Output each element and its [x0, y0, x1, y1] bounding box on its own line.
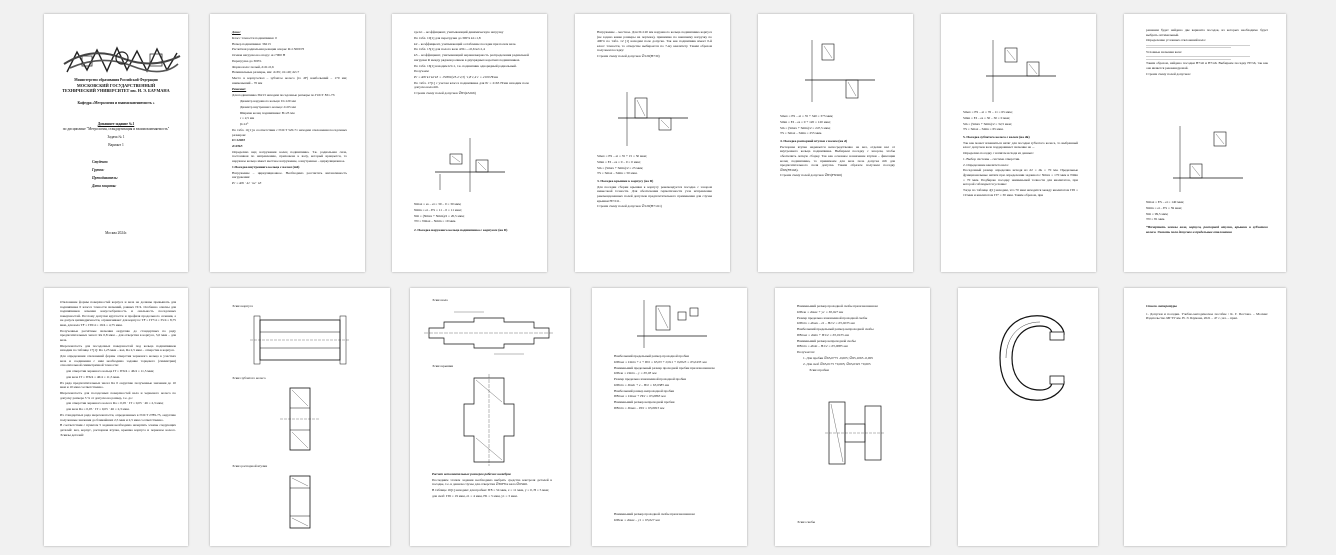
- given-line: Место в корпусе/вал – зубчатое колесо (то dF) наибольший – 170 мм; наименьший – 70 мм: [232, 76, 347, 85]
- given-line: Перегрузка до 300%: [232, 58, 262, 63]
- text-line: Так как может измениться натяг для посадки зубчатого колеса, то выбранный класс допусков вала поддерживает значение на ...: [963, 140, 1078, 150]
- variant-number: Вариант 1: [108, 143, 124, 147]
- text-line: Посадочный размер определяю исходя из d2 = dk = 70 мм. Предельные функциональные натяги при определении заданного: Nmax = 170 мкм и Nmin = 70 мкм. Подбираю посадку наименьшей точности для квалитетов, при которой соблюдается условие:: [963, 168, 1078, 187]
- plug-gauge-sketch: [825, 396, 885, 470]
- page-thumbnail-11[interactable]: [592, 288, 747, 546]
- solution-line: Определяю вид нагружения колец подшипника. Т.к. радиальная сила, постоянная по направлению, приложена к валу, который вращается, то наружное кольцо имеет местное нагружение, а внутреннее – циркуляционное.: [232, 149, 347, 164]
- text-line: Наименьший размер непроходной скобы: [797, 338, 856, 343]
- text-line: Определяю посадку с натягом исходя из данных:: [963, 151, 1034, 156]
- calc-line: Sm = (Smax + Smin)/2 = 25 мкм;: [597, 165, 644, 170]
- formula: НЕmax = dmin + H1/2 = 65,0135 мм: [797, 332, 849, 337]
- text-line: где k1 – коэффициент, учитывающий динамическую нагрузку: [414, 30, 504, 34]
- text-line: Для посадки сборки крышки к корпусу рекомендуется посадка с зазором невысокой точности. Для обеспечения герметичности узла исправление рекомендованных полей допусков предпочтительного применения для случая крышки H7/d11.: [597, 184, 712, 203]
- city-year: Москва 2024г.: [105, 231, 127, 235]
- section-heading: 4. Посадка распорной втулки с валом (на d): [780, 138, 848, 143]
- calc-line: Nm = 99,5 мкм;: [1146, 211, 1169, 216]
- calc-line: TN = 81 мкм.: [1146, 217, 1166, 222]
- text-line: для вала Ra = 0,05 · IT = 0,05 · 46 = 2,3 мкм.: [66, 407, 130, 412]
- text-line: Наименьший размер проходной скобы при изношенном: [797, 304, 878, 308]
- text-line: 1. Для пробки ∅65,0775 -0,005; ∅65,1065 -0,005: [803, 356, 873, 361]
- group-label: Группа:: [92, 168, 105, 172]
- housing-sketch: [250, 314, 350, 366]
- student-label: Студент:: [92, 160, 109, 164]
- solution-line: D=120h5: [232, 138, 246, 143]
- solution-line: Ширина колец подшипника: B=23 мм: [240, 110, 295, 115]
- text-line: 2. Для скоб ∅65,0175 +0,005; ∅65,0325 +0,005: [803, 361, 871, 366]
- page-thumbnail-4[interactable]: [575, 14, 730, 272]
- text-line: Наибольший предельный размер непроходной скобы: [797, 327, 874, 332]
- cover-sketch: [454, 374, 524, 466]
- tolerance-field-diagram: [800, 36, 880, 106]
- text-line: Получаем:: [414, 69, 430, 74]
- calc-line: Smin = EI – es = 30 – 30 = 0 мкм;: [963, 115, 1010, 120]
- sketch-label: Эскиз крышки: [432, 364, 454, 368]
- date-label: Дата защиты:: [92, 184, 117, 188]
- gear-sketch: [270, 384, 330, 454]
- text-line: 2. Определение квалитета вала:: [963, 162, 1009, 167]
- page-thumbnail-12[interactable]: [775, 288, 930, 546]
- text-line: Распорная втулка надевается непосредственно на вал, отделяя вал от внутреннего кольца подшипника. Выбираем посадку с зазором, чтобы обеспечить легкую сборку. Так как основное назначение втулки – фиксация колец подшипника, то принимаем для вала поле допуска m6 для предпочтительного поля допуска. Таким образом получаем посадку ∅65(F8/m6).: [780, 144, 895, 172]
- section-heading: Расчет исполнительных размеров рабочих калибров: [432, 472, 511, 476]
- tolerance-field-diagram: [981, 36, 1061, 106]
- calc-line: Smin = EI – es = 0 – 0 = 0 мкм;: [597, 159, 641, 164]
- given-line: Расчетная радиальная реакция опоры: R=15000 Н: [232, 47, 304, 52]
- note: *Начертить эскизы вала, корпуса, распорной втулки, крышки и зубчатого колеса. Указать поля допусков и предельные отклонения: [1146, 224, 1268, 234]
- calc-line: TS = Smax – Smin = 50 мкм.: [597, 171, 638, 176]
- page-thumbnail-14[interactable]: [1124, 288, 1286, 546]
- text-line: для отверстия черненого колеса Ra = 0,05 · IT = 0,05 · 46 = 2,3 мкм;: [66, 401, 164, 406]
- formula: ПРизн = Dmin – y = 65,03 мм: [614, 371, 657, 376]
- calc-line: Nmax = ES – ei = 140 мкм;: [1146, 200, 1185, 204]
- teacher-label: Преподаватель:: [92, 176, 118, 180]
- calc-line: Nmin = ei – ES = 11 – 0 = 11 мкм;: [414, 207, 462, 212]
- university-emblem-icon: [62, 44, 182, 74]
- formula: НЕmax = Dmax + H/2 = 65,0865 мм: [614, 394, 666, 399]
- formula: НЕmin = dmin – H1/2 = 65,0085 мм: [797, 344, 848, 349]
- text-line: Полученные расчётные значения округляю до стандартных по ряду предпочтительных чисел: Ra 0,8 мкм – для отверстия в корпусе, 5,0 мкм – для вала.: [60, 328, 176, 342]
- text-line: Наименьший размер проходной скобы при изношенном: [614, 512, 695, 516]
- snap-gauge-drawing: [986, 308, 1070, 408]
- solution-line: Диаметр внутреннего кольца: d=65 мм: [240, 104, 296, 109]
- formula: ПРmin = dmax – z1 – H1/2 = 65,0235 мм: [797, 321, 855, 326]
- text-line: По табл. 17[1] с учетом класса подшипника для Pr = 2163 Н/мм находим поле допуска вала m6.: [414, 80, 529, 90]
- solution-line: Диаметр наружного кольца: D=120 мм: [240, 99, 296, 103]
- text-line: Из стандартных ряда шероховатости, определенных в ГОСТ 2789-73, округляю полученные значения до ближайших 2,5 мкм и 2,5 мкм соответственно.: [60, 412, 176, 422]
- sketch-label: Эскиз зубчатого колеса: [232, 376, 266, 380]
- text-line: k3 – коэффициент, учитывающий неравномерность распределения радиальной нагрузки R между рядами роликов в двухрядных коротких подшипниках.: [414, 53, 529, 62]
- page-thumbnail-6[interactable]: [941, 14, 1096, 272]
- sketch-label: Эскиз распорной втулки: [232, 464, 268, 468]
- task-number: Задача № 1: [107, 135, 125, 139]
- calc-line: TS = Smax – Smin = 255 мкм.: [780, 131, 823, 136]
- page-thumbnail-13[interactable]: [958, 288, 1098, 546]
- ministry-name: Министерство образования Российской Федерации: [74, 78, 158, 82]
- calc-line: Nmin = ei – ES = 59 мкм;: [1146, 205, 1182, 210]
- given-line: Номинальные размеры, мм: d=65; d1=40; d2=7: [232, 70, 300, 75]
- text-line: 1. Выбор системы – система отверстия.: [963, 156, 1020, 161]
- calc-line: Smin = EI – es = 0 + 120 = 120 мкм;: [780, 119, 831, 124]
- sketch-label: Эскиз скобы: [797, 520, 816, 524]
- spacer-sleeve-sketch: [280, 472, 320, 532]
- text-line: Шероховатость для посадочных поверхностей под кольца подшипников находим по таблице 17[1]: Ra 1,25 мкм – вал, Ra 2,5 мкм – отверстие в корпусе.: [60, 343, 176, 353]
- solution-line: d=65k5: [232, 144, 243, 149]
- section-heading: 1.Посадка внутреннего кольца с валом (m6): [232, 164, 300, 169]
- text-line: Строим схему полей допусков ∅120(H7/l0): [597, 54, 660, 59]
- page-thumbnail-2[interactable]: [210, 14, 365, 272]
- text-line: Тогда по таблице 4[1] находим, что 70 мкм находится между квалитетом IT6 = 19 мкм и квалитетом IT7 = 30 мкм. Таким образом, при: [963, 188, 1078, 197]
- text-line: Размер предельно изношенной проходной пробки: [614, 377, 687, 382]
- text-line: Строим схему полей допусков:: [1146, 71, 1191, 76]
- page-thumbnail-7[interactable]: [1124, 14, 1286, 272]
- text-line: Условные значения вала:: [1146, 49, 1182, 54]
- text-line: В соответствии с пунктом 5 задания необходимо начертить эскизы следующих деталей: вал, корпус, распорная втулка, крышка корпуса и черненое колесо. Эскизы деталей:: [60, 423, 176, 437]
- section-heading: 3. Посадка крышки к корпусу (на D): [597, 178, 654, 183]
- tolerance-field-diagram: [1168, 122, 1248, 194]
- text-line: По табл. 16[1] находим k3=1, т.к. подшипник однорядный радиальный.: [414, 63, 517, 68]
- text-line: k2 – коэффициент, учитывающий ослабление посадки при полом вале.: [414, 41, 517, 46]
- formula: Pr = R/b·k1·k2·k3 = 15000/(23-2·2,5) ·1,8·1,4·1 = 2100 Н/мм: [414, 75, 499, 80]
- sketch-label: Эскиз пробки: [809, 367, 829, 372]
- homework-title: Домашнее задание №1: [97, 122, 135, 126]
- sketch-label: Эскиз корпуса: [232, 304, 253, 308]
- text-line: Строим схему полей допусков ∅65(k5/m6): [414, 91, 476, 96]
- title-page-block: [62, 44, 170, 236]
- text-line: Отклонение формы поверхностей корпуса и вала не должны превышать для подшипника 0 класса точности значений, равных IT/4. Особенно опасны для подшипников качения конусообразность и овальность посадочных поверхностей. Поэтому допуски круглости и профиля продольного сечения, а не допуск цилиндричности, ограничивают для корпуса: TF = IT7/4 = 35/4 = 8,75 мкм, для вала TF = IT6/4 = 19/4 = 4,75 мкм.: [60, 300, 176, 327]
- given-line: Класс точности подшипника: 0: [232, 35, 277, 40]
- page-thumbnail-10[interactable]: [410, 288, 570, 546]
- text-line: Из ряда предпочтительных чисел Ra 0 округляю полученные значения до 10 мкм и 10 мкм соответственно.: [60, 380, 176, 390]
- solution-line: Для подшипника 36213 находим посадочные размеры по ГОСТ 831-75:: [232, 93, 336, 98]
- text-line: Строим схему полей допусков ∅120(H7/d11): [597, 204, 662, 209]
- text-line: Таким образом, найдено посадки H7/s6 и H7/u6. Выбираем посадку H7/s6, так как она является рекомендуемой.: [1146, 61, 1268, 70]
- page-thumbnail-3[interactable]: [392, 14, 547, 272]
- solution-line: Нагружение – циркуляционное. Необходимо рассчитать интенсивность нагружения:: [232, 170, 347, 180]
- section-heading: 2. Посадка наружного кольца подшипника с корпусом (на D): [414, 227, 508, 232]
- given-line: Осевая нагрузка на опору: A=7000 Н: [232, 53, 286, 58]
- text-line: для вала IT = IT6/4 = 46/4 = 11,5 мкм.: [66, 374, 120, 379]
- calc-line: TS = Smax – Smin = 65 мкм.: [963, 127, 1004, 132]
- sketch-label: Эскиз вала: [432, 298, 448, 302]
- text-line: Последним этапом задания необходимо выбрать средства контроля деталей в посадке, т.е. в данном случае для отверстия ∅65F8 и вала ∅65m6.: [432, 477, 552, 487]
- given-heading: Дано:: [232, 30, 241, 34]
- solution-line: По табл. 11[1] в соответствии с ГОСТ 520-71 находим отклонения посадочных размеров:: [232, 127, 347, 137]
- gauge-tolerance-diagram: [632, 296, 712, 350]
- text-line: Получается:: [797, 350, 815, 355]
- calc-line: Sm = (Smax + Smin)/2 = 32,5 мкм;: [963, 121, 1012, 126]
- tolerance-field-diagram: [613, 88, 693, 148]
- page-thumbnail-5[interactable]: [758, 14, 913, 272]
- text-line: Для определения отклонений формы отверстия черненого кольца в участках вала и соединения с ним необходимо задание торцевого (симметрия) относительной симметричной точности:: [60, 354, 176, 368]
- given-line: Форма вала: полый, d/d1=0,6: [232, 64, 274, 69]
- text-line: Размер предельно изношенной проходной скобы: [797, 315, 868, 320]
- text-line: По табл. 10[1] для перегрузки до 300% k1=1,8: [414, 35, 481, 40]
- text-line: Определение условных отклонений вала:: [1146, 38, 1206, 43]
- course-name: по дисциплине "Метрология, стандартизация и взаимозаменяемость": [62, 127, 170, 131]
- calc-line: Nm = (Nmax + Nmin)/2 = 20,5 мкм;: [414, 213, 465, 218]
- formula: ПРизн = dmax – y1 = 65,027 мм: [614, 517, 660, 522]
- text-line: Наибольший предельный размер проходной пробки: [614, 354, 689, 358]
- calc-line: Nmax = es – ei = 30 – 0 = 30 мкм;: [414, 202, 462, 206]
- department-name: Кафедра «Метрология и взаимозаменяемость »: [77, 101, 155, 105]
- page-thumbnail-8[interactable]: [44, 288, 188, 546]
- text-line: Строим схему полей допусков ∅65(F8/m6): [780, 173, 843, 178]
- text-line: Наименьший размер непроходной пробки: [614, 400, 675, 405]
- formula: Pr = R/b · k1 · k2 · k3: [232, 180, 262, 185]
- text-line: Нагружение – местное. Для D=120 мм наружного кольца подшипника корпуса (не задано какие размеры на чертеже), принимаю по внешнему нагрузку по 400% по табл. 12 [1] находим поле допуска. Так как подшипник имеет 0-й класс точности, то отверстие выбирается по 7-му квалитету. Таким образом получаем посадку:: [597, 30, 712, 53]
- formula: ПРmax = Dmin + z + H/2 = 65,03 + 0,011 + 0,0025 = 65,0435 мм: [614, 359, 707, 364]
- text-line: Шероховатость для посадочных поверхностей вала и черненого колеса по допуску размера 3 % от допуска на размер, т.е. до:: [60, 391, 176, 400]
- calc-line: Sm = (Smax + Smin)/2 = 247,5 мкм;: [780, 125, 831, 130]
- shaft-sketch: [424, 308, 554, 358]
- calc-line: TN = Nmax – Nmin = 19 мкм.: [414, 219, 457, 224]
- text-line: для отверстия черненого кольца IT = IT6/4 = 46/4 = 11,5 мкм;: [66, 369, 155, 374]
- solution-line: β=12°: [240, 122, 249, 127]
- text-line: для скоб: IT6 = 19 мкм, z1 = 4 мкм, H1 = 5 мкм, y1 = 3 мкм.: [432, 493, 518, 498]
- page-thumbnail-1[interactable]: [44, 14, 188, 272]
- formula: НЕmin = Dmax – H/2 = 65,0815 мм: [614, 406, 665, 411]
- text-line: Наибольший размер непроходной пробки: [614, 388, 675, 393]
- calc-line: Smax = ES – ei = 76 – 11 = 65 мкм;: [963, 110, 1013, 114]
- text-line: Наименьший предельный размер проходной пробки при изношенном: [614, 365, 715, 370]
- section-heading: 5. Посадка зубчатого колеса с валом (на dk): [963, 134, 1030, 139]
- text-line: В таблице 16[1] находим: для пробки: IT8 = 54 мкм, z = 11 мкм, y = 0, H = 5 мкм;: [432, 488, 550, 493]
- given-line: Номер подшипника: 36213: [232, 41, 271, 46]
- formula: ПРmin = Dmin + z – H/2 = 65,0385 мм: [614, 382, 670, 387]
- tolerance-field-diagram: [430, 134, 510, 194]
- solution-heading: Решение:: [232, 87, 247, 92]
- references-heading: Список литературы: [1146, 304, 1177, 308]
- reference-item: 1. Допуски и посадки. Учебно-методическое пособие / К. Г. Пестова. – Москва: Издательство МГТУ им. Н. Э. Баумана, 2021 – 47 с.; ил. – прил.: [1146, 311, 1268, 321]
- page-thumbnail-9[interactable]: [210, 288, 390, 546]
- text-line: решении будет найдено две варианта посадок, из которых необходимо будет выбрать оптимальный.: [1146, 28, 1268, 37]
- formula: ПРизн = dmax + y1 = 65,027 мм: [797, 309, 844, 314]
- calc-line: Smax = ES – ei = 35 + 15 = 50 мкм;: [597, 154, 647, 158]
- text-line: По табл. 15[1] для полого вала d/D=...=0,6 k2=1,4: [414, 47, 485, 52]
- university-name: МОСКОВСКИЙ ГОСУДАРСТВЕННЫЙ ТЕХНИЧЕСКИЙ УНИВЕРСИТЕТ им. Н. Э. БАУМАНА: [62, 83, 170, 93]
- calc-line: Smax = ES – ei = 35 + 340 = 375 мкм;: [780, 114, 834, 118]
- solution-line: r = 2,5 мм: [240, 116, 255, 121]
